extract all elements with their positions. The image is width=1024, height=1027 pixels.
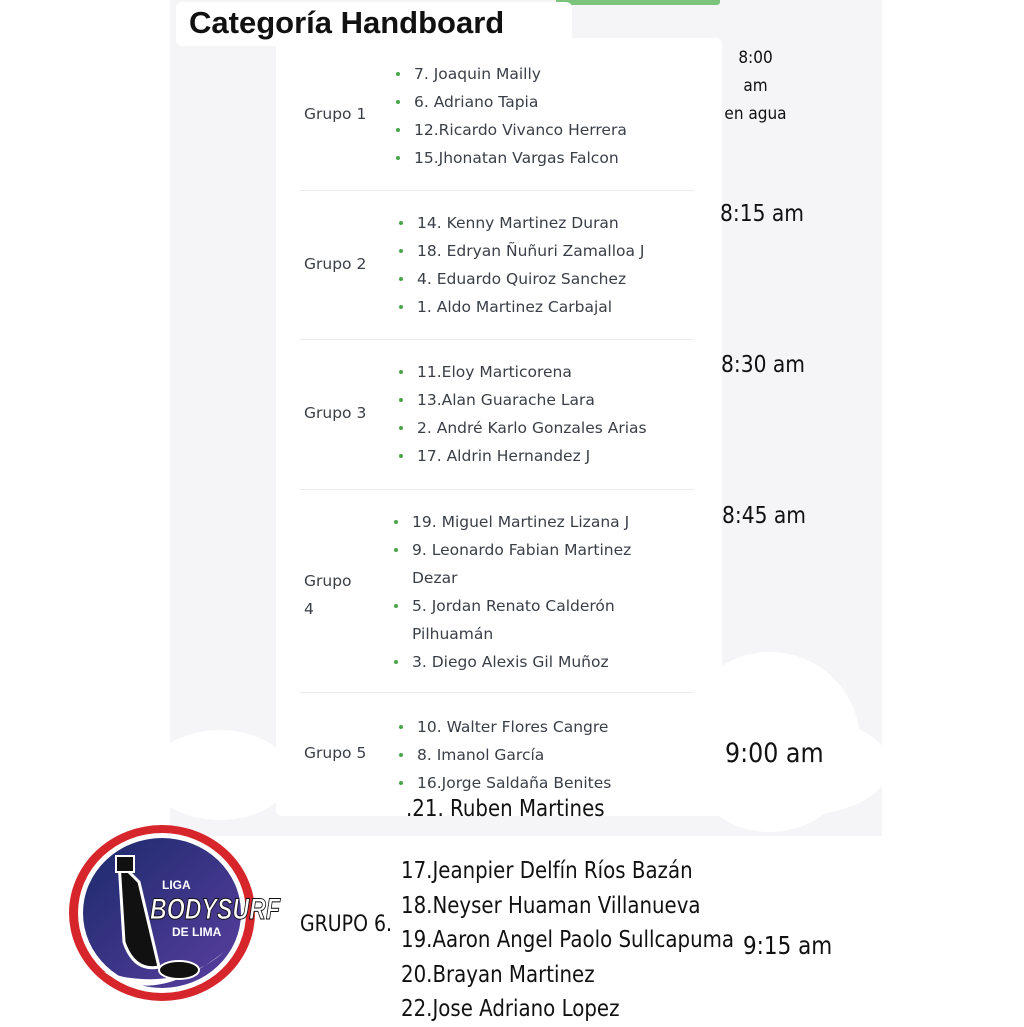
list-item: 16.Jorge Saldaña Benites [417,769,611,797]
list-item: 15.Jhonatan Vargas Falcon [414,144,627,172]
group-5-list [417,713,611,797]
list-item: 5. Jordan Renato Calderón Pilhuamán [412,592,662,648]
group-3-time: 8:30 am [721,352,806,378]
list-item: 20.Brayan Martinez [401,961,595,988]
group-1-label: Grupo 1 [304,105,367,123]
time-line: 8:00 am [738,48,773,96]
list-item: 22.Jose Adriano Lopez [401,996,620,1022]
list-item: 12.Ricardo Vivanco Herrera [414,116,627,144]
group-4-list [412,508,662,676]
green-accent-bar [556,0,720,5]
divider [300,190,694,191]
list-item: 7. Joaquin Mailly [414,60,627,88]
group-5-extra-member: .21. Ruben Martines [406,796,605,822]
group-2-list [417,209,644,321]
group-6-list [401,854,788,1027]
group-4-label [304,567,352,623]
divider [300,339,694,340]
list-item: 3. Diego Alexis Gil Muñoz [412,648,662,676]
group-4-time: 8:45 am [722,503,807,529]
group-4-label-number: 4 [304,600,314,618]
group-2-label: Grupo 2 [304,255,367,273]
page-title: Categoría Handboard [189,5,505,40]
paint-blob [150,730,290,820]
group-5-time: 9:00 am [725,738,824,769]
divider [300,692,694,693]
list-item: 4. Eduardo Quiroz Sanchez [417,265,644,293]
group-3-label: Grupo 3 [304,404,367,422]
group-6-label: GRUPO 6. [300,912,393,937]
group-4-label-line: Grupo [304,572,352,590]
list-item: 13.Alan Guarache Lara [417,386,647,414]
list-item: 1. Aldo Martinez Carbajal [417,293,644,321]
list-item: 6. Adriano Tapia [414,88,627,116]
list-item: 17.Jeanpier Delfín Ríos Bazán [401,858,693,884]
group-3-list [417,358,647,470]
list-item: 2. André Karlo Gonzales Arias [417,414,647,442]
group-1-list [414,60,627,172]
group-6-time: 9:15 am [743,931,833,960]
list-item: 19. Miguel Martinez Lizana J [412,508,662,536]
logo-de-lima-text: DE LIMA [172,925,222,939]
list-item: 18. Edryan Ñuñuri Zamalloa J [417,237,644,265]
list-item: 10. Walter Flores Cangre [417,713,611,741]
liga-bodysurf-logo [64,822,282,1004]
list-item: 19.Aaron Angel Paolo Sullcapuma [401,927,735,953]
logo-bodysurf-text: BODYSURF [150,893,281,926]
list-item: 14. Kenny Martinez Duran [417,209,644,237]
divider [300,489,694,490]
list-item: 17. Aldrin Hernandez J [417,442,647,470]
time-note: en agua [724,104,787,124]
list-item: 8. Imanol García [417,741,611,769]
logo-liga-text: LIGA [162,878,191,892]
list-item: 9. Leonardo Fabian Martinez Dezar [412,536,662,592]
list-item: 11.Eloy Marticorena [417,358,647,386]
group-2-time: 8:15 am [720,201,805,227]
group-5-label: Grupo 5 [304,744,367,762]
list-item: 18.Neyser Huaman Villanueva [401,892,701,919]
group-1-time [724,44,787,128]
